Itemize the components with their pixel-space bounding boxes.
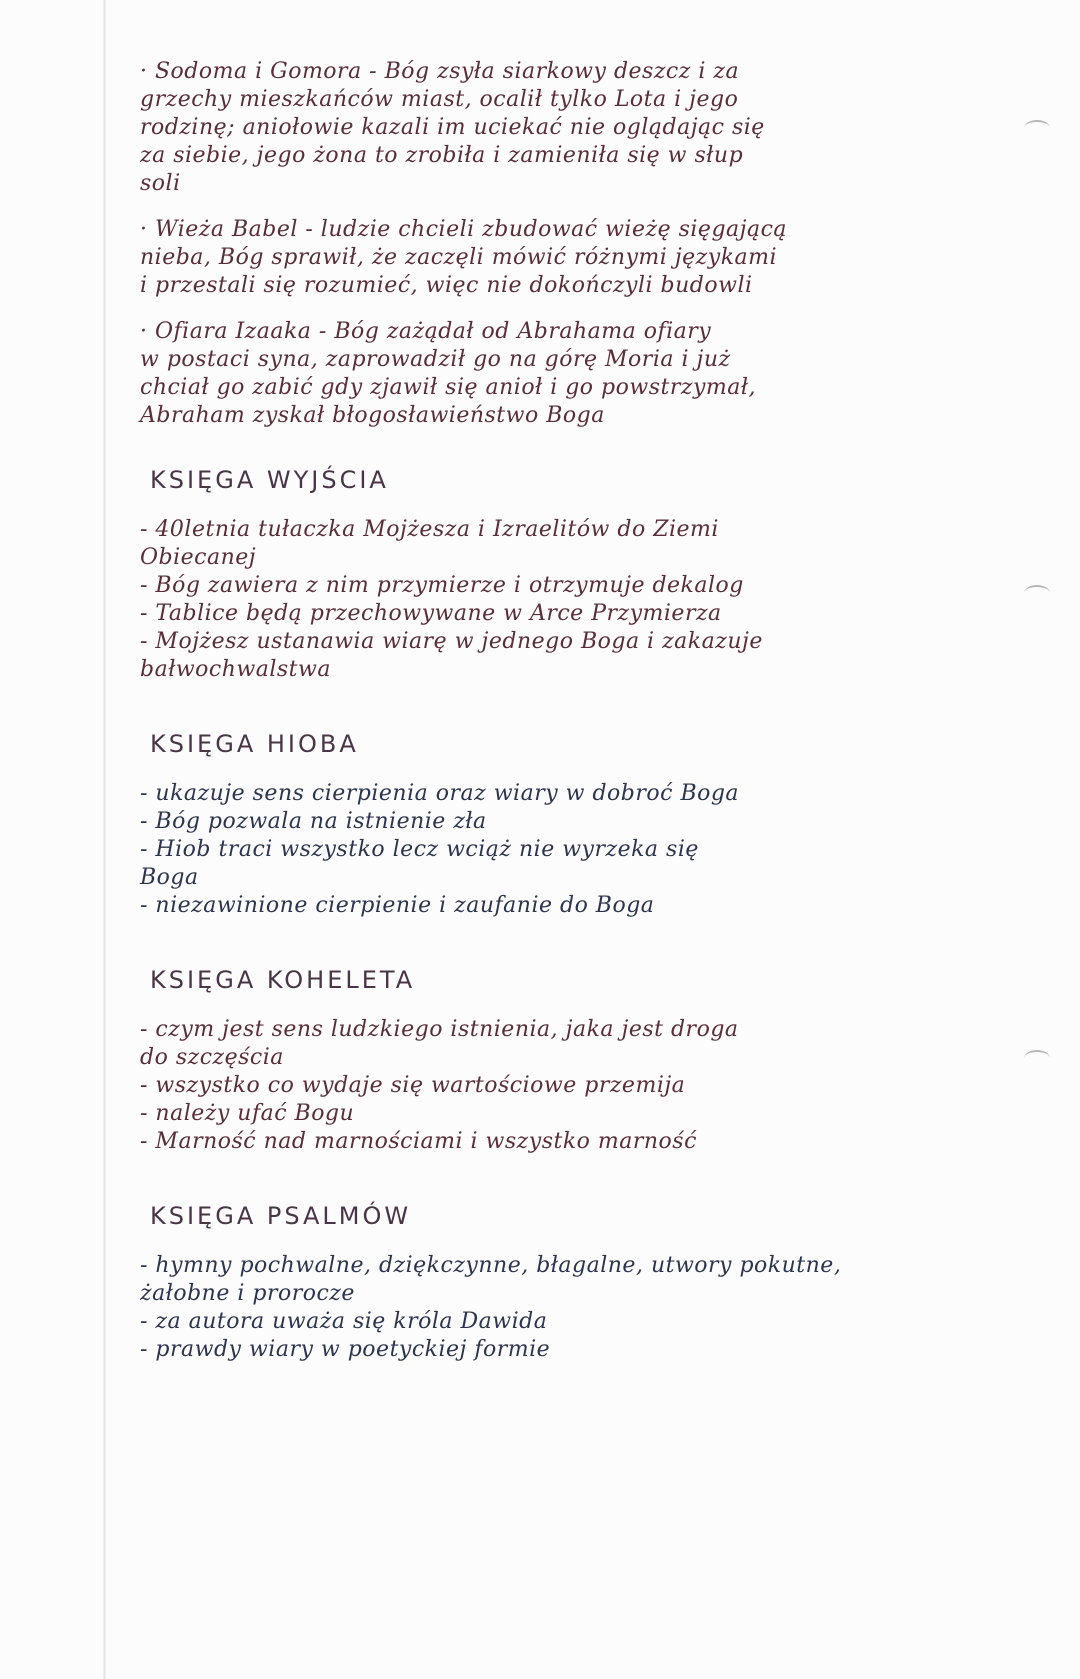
bullet-line: - Marność nad marnościami i wszystko marność (140, 1129, 697, 1154)
story-note (140, 216, 1000, 300)
note-line: w postaci syna, zaprowadził go na górę Moria i już (140, 347, 731, 372)
note-line: chciał go zabić gdy zjawił się anioł i go powstrzymał, (140, 375, 756, 400)
bullet-line: - za autora uważa się króla Dawida (140, 1309, 548, 1334)
note-line: · Ofiara Izaaka - Bóg zażądał od Abrahama ofiary (140, 319, 712, 344)
note-line: grzechy mieszkańców miast, ocalił tylko Lota i jego (140, 87, 739, 112)
bullet-line: Obiecanej (140, 545, 257, 570)
bullet-line: Boga (140, 865, 199, 890)
book-section (140, 1202, 1000, 1364)
story-note (140, 58, 1000, 198)
note-line: · Sodoma i Gomora - Bóg zsyła siarkowy deszcz i za (140, 59, 740, 84)
bullet-line: - Bóg pozwala na istnienie zła (140, 809, 487, 834)
note-line: rodzinę; aniołowie kazali im uciekać nie oglądając się (140, 115, 765, 140)
book-sections (140, 466, 1000, 1364)
intro-notes (140, 58, 1000, 430)
bullet-line: - niezawinione cierpienie i zaufanie do Boga (140, 893, 655, 918)
bullet-line: - czym jest sens ludzkiego istnienia, jaka jest droga (140, 1017, 739, 1042)
book-section (140, 966, 1000, 1156)
bullet-line: - 40letnia tułaczka Mojżesza i Izraelitów do Ziemi (140, 517, 719, 542)
bullet-line: - Mojżesz ustanawia wiarę w jednego Boga i zakazuje (140, 629, 763, 654)
note-line: za siebie, jego żona to zrobiła i zamieniła się w słup (140, 143, 744, 168)
binder-ring-mark (1024, 585, 1050, 601)
book-section (140, 466, 1000, 684)
note-line: nieba, Bóg sprawił, że zaczęli mówić różnymi językami (140, 245, 778, 270)
bullet-line: - ukazuje sens cierpienia oraz wiary w dobroć Boga (140, 781, 740, 806)
binder-ring-mark (1024, 120, 1050, 136)
bullet-line: - prawdy wiary w poetyckiej formie (140, 1337, 551, 1362)
bullet-line: - Hiob traci wszystko lecz wciąż nie wyrzeka się (140, 837, 699, 862)
section-heading: KSIĘGA HIOBA (150, 730, 359, 758)
bullet-line: bałwochwalstwa (140, 657, 331, 682)
section-heading: KSIĘGA PSALMÓW (150, 1202, 412, 1230)
story-note (140, 318, 1000, 430)
notes-content (140, 58, 1000, 1410)
binder-ring-mark (1024, 1050, 1050, 1066)
bullet-line: - wszystko co wydaje się wartościowe przemija (140, 1073, 686, 1098)
book-section (140, 730, 1000, 920)
bullet-line: - Bóg zawiera z nim przymierze i otrzymuje dekalog (140, 573, 744, 598)
bullet-line: - hymny pochwalne, dziękczynne, błagalne, utwory pokutne, (140, 1253, 842, 1278)
bullet-line: żałobne i prorocze (140, 1281, 355, 1306)
note-line: i przestali się rozumieć, więc nie dokończyli budowli (140, 273, 753, 298)
bullet-line: - należy ufać Bogu (140, 1101, 355, 1126)
note-line: · Wieża Babel - ludzie chcieli zbudować wieżę sięgającą (140, 217, 788, 242)
bullet-line: do szczęścia (140, 1045, 284, 1070)
note-line: soli (140, 171, 181, 196)
note-line: Abraham zyskał błogosławieństwo Boga (140, 403, 605, 428)
bullet-line: - Tablice będą przechowywane w Arce Przymierza (140, 601, 722, 626)
section-heading: KSIĘGA WYJŚCIA (150, 466, 389, 494)
section-heading: KSIĘGA KOHELETA (150, 966, 416, 994)
